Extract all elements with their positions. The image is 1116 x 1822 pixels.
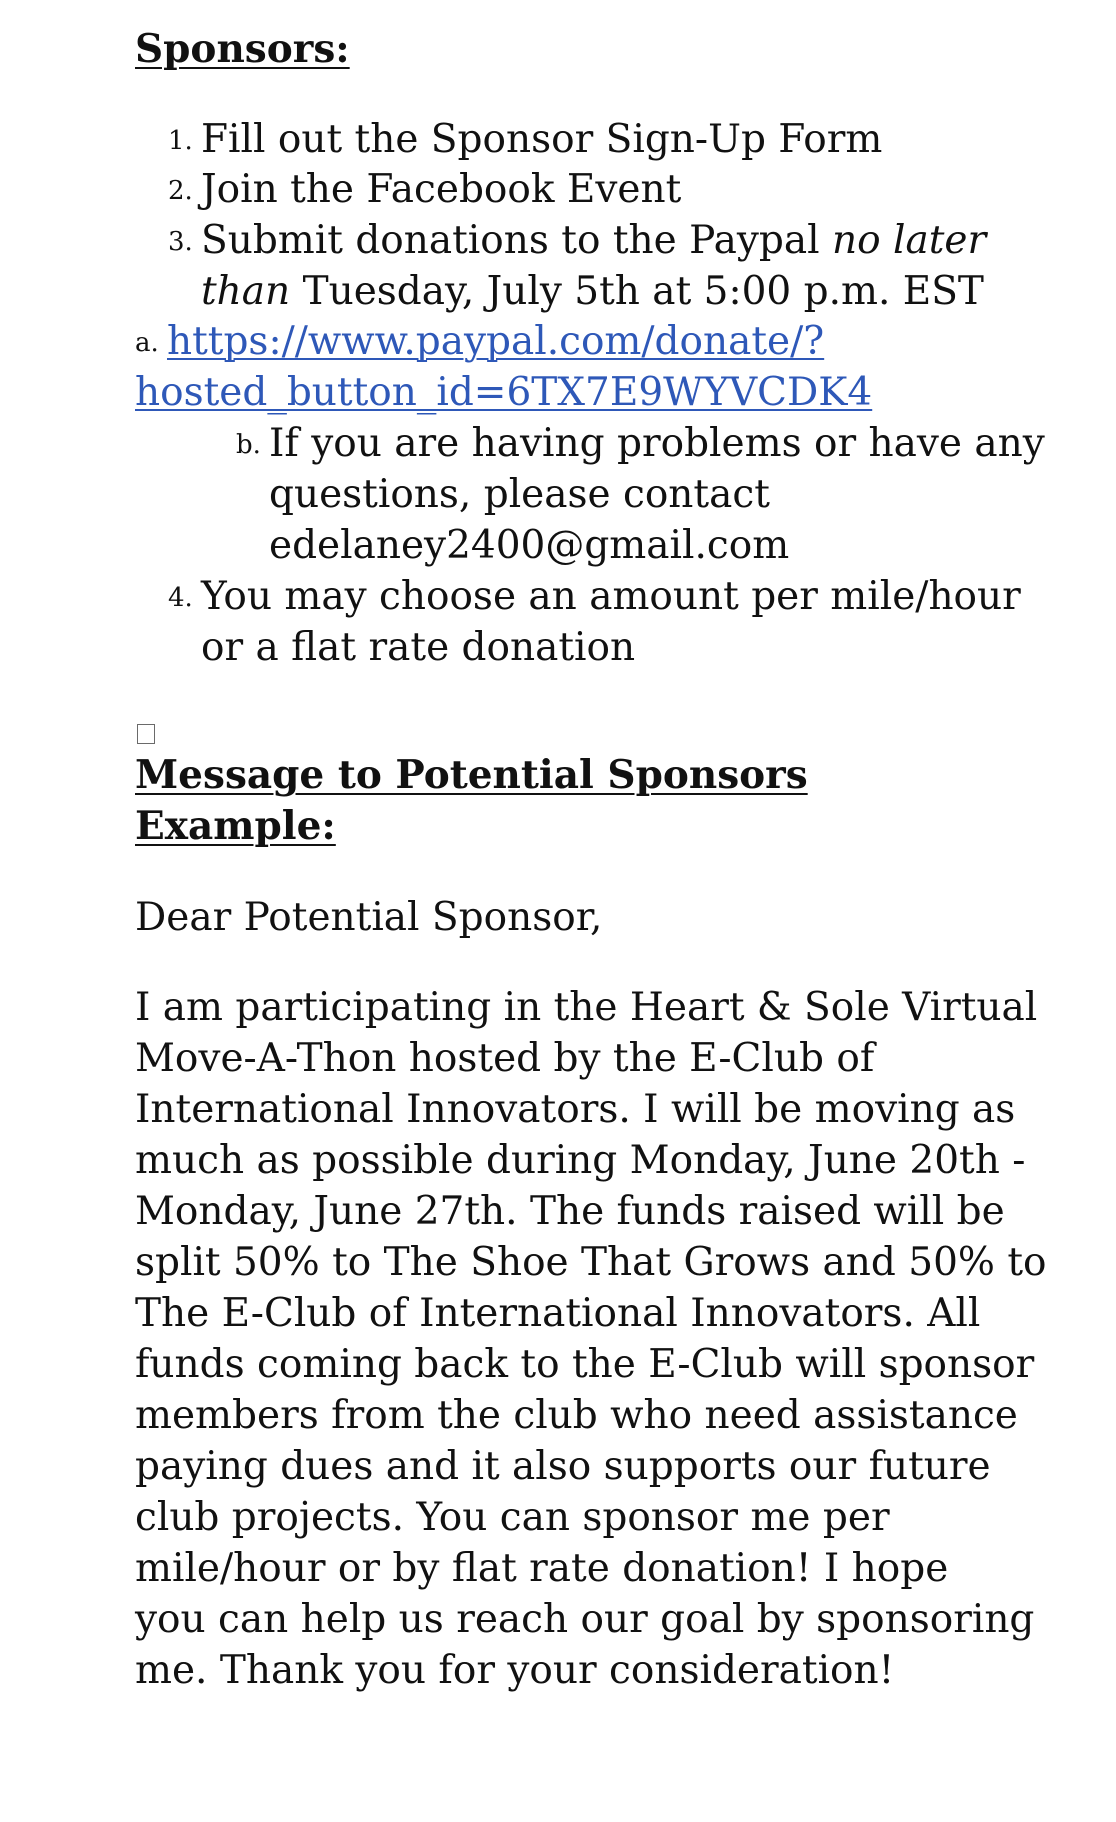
body-line: The E-Club of International Innovators. All — [135, 1291, 981, 1336]
step-4-line-2: or a flat rate donation — [201, 625, 636, 670]
body-line: paying dues and it also supports our future — [135, 1444, 991, 1489]
greeting: Dear Potential Sponsor, — [135, 895, 603, 940]
paypal-link-line-1[interactable]: https://www.paypal.com/donate/? — [167, 319, 825, 364]
checkbox[interactable] — [137, 724, 155, 744]
body-line: you can help us reach our goal by sponsoring — [135, 1597, 1035, 1642]
body-line: Move-A-Thon hosted by the E-Club of — [135, 1036, 875, 1081]
step-3-line-2 — [201, 266, 984, 317]
step-3-line-1 — [201, 215, 986, 266]
body-line: funds coming back to the E-Club will sponsor — [135, 1342, 1035, 1387]
body-line: me. Thank you for your consideration! — [135, 1648, 895, 1693]
message-heading-line-2: Example: — [135, 803, 336, 849]
paypal-link-line-2[interactable]: hosted_button_id=6TX7E9WYVCDK4 — [135, 370, 873, 415]
step-4-line-1: You may choose an amount per mile/hour — [201, 574, 1021, 619]
body-line: International Innovators. I will be moving as — [135, 1087, 1016, 1132]
body-line: much as possible during Monday, June 20th - — [135, 1138, 1026, 1183]
sponsors-heading: Sponsors: — [135, 26, 350, 72]
step-3-emphasis-1: no later — [831, 218, 987, 263]
body-line: I am participating in the Heart & Sole Virtual — [135, 985, 1038, 1030]
step-1-text: Fill out the Sponsor Sign-Up Form — [201, 117, 883, 162]
step-2-number: 2. — [168, 176, 193, 206]
step-4-number: 4. — [168, 583, 193, 613]
step-3-line-1-text: Submit donations to the Paypal — [201, 218, 832, 263]
step-3-number: 3. — [168, 227, 193, 257]
step-3-emphasis-2: than — [201, 269, 291, 314]
body-line: mile/hour or by flat rate donation! I hope — [135, 1546, 949, 1591]
step-1-number: 1. — [168, 126, 193, 156]
message-heading-line-1: Message to Potential Sponsors — [135, 752, 808, 798]
substep-a-number: a. — [135, 328, 159, 358]
contact-email: edelaney2400@gmail.com — [269, 523, 790, 568]
body-line: club projects. You can sponsor me per — [135, 1495, 890, 1540]
substep-b-line-1: If you are having problems or have any — [269, 421, 1045, 466]
step-2-text: Join the Facebook Event — [201, 167, 682, 212]
body-line: members from the club who need assistance — [135, 1393, 1018, 1438]
substep-b-line-2: questions, please contact — [269, 472, 770, 517]
substep-b-number: b. — [236, 430, 261, 460]
body-line: split 50% to The Shoe That Grows and 50% to — [135, 1240, 1047, 1285]
body-line: Monday, June 27th. The funds raised will be — [135, 1189, 1005, 1234]
step-3-line-2-text: Tuesday, July 5th at 5:00 p.m. EST — [290, 269, 984, 314]
